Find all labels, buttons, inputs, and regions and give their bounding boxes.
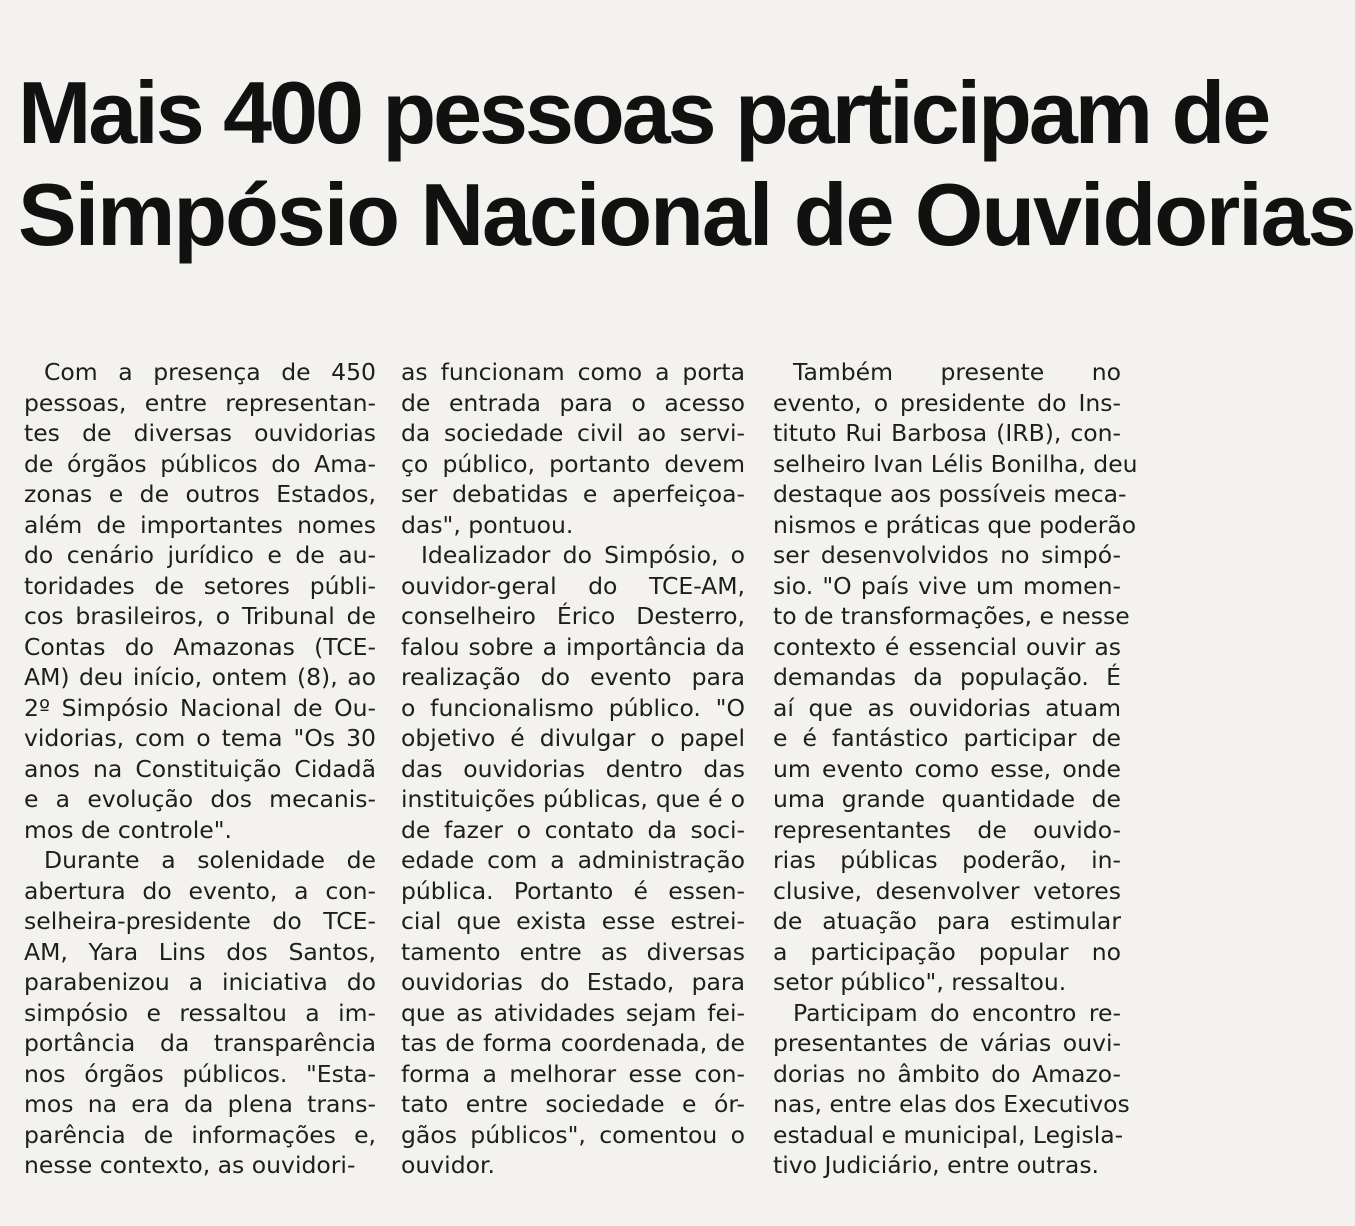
article-line: sio. "O país vive um momen-	[773, 571, 1121, 600]
article-line: falou sobre a importância da	[401, 632, 745, 661]
article-line: clusive, desenvolver vetores	[773, 876, 1121, 905]
article-line: rias públicas poderão, in-	[773, 846, 1121, 874]
article-line: do cenário jurídico e de au-	[24, 541, 376, 569]
article-line: tes de diversas ouvidorias	[24, 419, 376, 447]
article-line: das ouvidorias dentro das	[401, 754, 745, 783]
article-line: edade com a administração	[401, 846, 745, 874]
article-line: tato entre sociedade e ór-	[401, 1090, 745, 1118]
article-line: ser desenvolvidos no simpó-	[773, 541, 1121, 569]
article-line: forma a melhorar esse con-	[401, 1059, 745, 1088]
article-line: presentantes de várias ouvi-	[773, 1029, 1121, 1057]
article-line: simpósio e ressaltou a im-	[24, 998, 376, 1027]
article-line: o funcionalismo público. "O	[401, 693, 745, 722]
article-line: de fazer o contato da soci-	[401, 815, 745, 844]
article-line: to de transformações, e nesse	[773, 602, 1130, 630]
article-line: parabenizou a iniciativa do	[24, 968, 376, 996]
article-line: objetivo é divulgar o papel	[401, 724, 745, 752]
article-line: tamento entre as diversas	[401, 937, 745, 966]
article-line: de entrada para o acesso	[401, 388, 745, 417]
article-line: Durante a solenidade de	[44, 846, 376, 874]
article-line: AM, Yara Lins dos Santos,	[24, 937, 376, 966]
article-line: estadual e municipal, Legisla-	[773, 1120, 1124, 1149]
article-line: um evento como esse, onde	[773, 754, 1121, 783]
article-line: demandas da população. É	[773, 663, 1121, 691]
headline	[18, 62, 1355, 266]
article-line: que as atividades sejam fei-	[401, 998, 745, 1027]
article-line: anos na Constituição Cidadã	[24, 754, 376, 783]
article-line: de atuação para estimular	[773, 907, 1121, 935]
article-line: Idealizador do Simpósio, o	[421, 541, 745, 569]
article-line: pública. Portanto é essen-	[401, 876, 745, 905]
article-line: setor público", ressaltou.	[773, 968, 1067, 996]
article-line: aí que as ouvidorias atuam	[773, 693, 1121, 722]
article-column-2	[401, 357, 745, 1181]
article-line: selheiro Ivan Lélis Bonilha, deu	[773, 449, 1138, 478]
article-line: nesse contexto, as ouvidori-	[24, 1151, 356, 1179]
article-line: nos órgãos públicos. "Esta-	[24, 1059, 376, 1088]
article-column-1	[24, 357, 376, 1181]
article-line: Com a presença de 450	[44, 358, 376, 386]
article-line: destaque aos possíveis meca-	[773, 480, 1127, 508]
article-line: da sociedade civil ao servi-	[401, 419, 745, 447]
article-line: e é fantástico participar de	[773, 724, 1121, 752]
article-line: contexto é essencial ouvir as	[773, 632, 1121, 661]
article-line: nas, entre elas dos Executivos	[773, 1090, 1130, 1118]
article-line: zonas e de outros Estados,	[24, 480, 376, 508]
article-line: além de importantes nomes	[24, 510, 376, 539]
article-line: e a evolução dos mecanis-	[24, 785, 376, 813]
article-line: das", pontuou.	[401, 510, 574, 539]
article-line: Participam do encontro re-	[793, 998, 1121, 1027]
article-line: as funcionam como a porta	[401, 358, 745, 386]
article-line: toridades de setores públi-	[24, 571, 376, 600]
article-line: realização do evento para	[401, 663, 745, 691]
article-line: ouvidor-geral do TCE-AM,	[401, 571, 745, 600]
article-line: tituto Rui Barbosa (IRB), con-	[773, 419, 1121, 447]
article-line: abertura do evento, a con-	[24, 876, 376, 905]
headline-line-1: Mais 400 pessoas participam de	[18, 63, 1269, 162]
article-line: vidorias, com o tema "Os 30	[24, 724, 376, 752]
headline-line-2: Simpósio Nacional de Ouvidorias	[18, 165, 1355, 264]
article-line: ouvidor.	[401, 1151, 495, 1179]
article-line: uma grande quantidade de	[773, 785, 1121, 813]
article-line: representantes de ouvido-	[773, 815, 1121, 844]
article-line: mos de controle".	[24, 815, 233, 844]
article-line: nismos e práticas que poderão	[773, 510, 1137, 539]
article-line: ser debatidas e aperfeiçoa-	[401, 480, 745, 508]
article-line: de órgãos públicos do Ama-	[24, 449, 376, 478]
article-line: selheira-presidente do TCE-	[24, 907, 376, 935]
article-line: portância da transparência	[24, 1029, 376, 1057]
article-line: ouvidorias do Estado, para	[401, 968, 745, 996]
article-line: cial que exista esse estrei-	[401, 907, 745, 935]
article-line: instituições públicas, que é o	[401, 785, 745, 813]
article-line: a participação popular no	[773, 937, 1121, 966]
article-line: Contas do Amazonas (TCE-	[24, 632, 376, 661]
article-line: pessoas, entre representan-	[24, 388, 376, 417]
article-line: cos brasileiros, o Tribunal de	[24, 602, 376, 630]
article-line: tivo Judiciário, entre outras.	[773, 1151, 1100, 1179]
article-line: Também presente no	[793, 358, 1121, 386]
article-line: gãos públicos", comentou o	[401, 1120, 745, 1149]
article-line: 2º Simpósio Nacional de Ou-	[24, 693, 376, 722]
article-line: ço público, portanto devem	[401, 449, 745, 478]
article-line: mos na era da plena trans-	[24, 1090, 376, 1118]
article-line: parência de informações e,	[24, 1120, 376, 1149]
article-line: conselheiro Érico Desterro,	[401, 602, 745, 630]
article-line: evento, o presidente do Ins-	[773, 388, 1121, 417]
article-line: tas de forma coordenada, de	[401, 1029, 745, 1057]
article-column-3	[773, 357, 1138, 1181]
article-line: dorias no âmbito do Amazo-	[773, 1059, 1121, 1088]
article-line: AM) deu início, ontem (8), ao	[24, 663, 376, 691]
